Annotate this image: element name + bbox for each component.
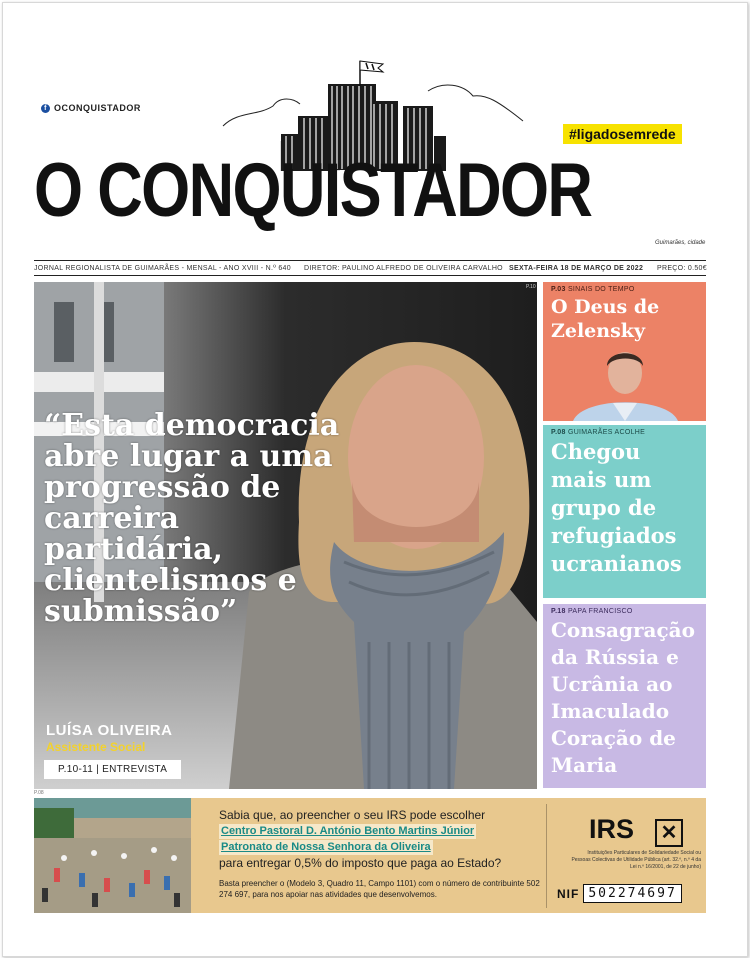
interviewee-role: Assistente Social [46, 740, 146, 754]
nif-number: 502274697 [583, 884, 681, 903]
interviewee-name: LUÍSA OLIVEIRA [46, 722, 173, 739]
director-info: DIRETOR: PAULINO ALFREDO DE OLIVEIRA CARVALHO [304, 264, 503, 272]
nif-field: NIF 502274697 [557, 884, 682, 903]
signature: Guimarães, cidade [655, 240, 706, 246]
cover-quote: “Esta democracia abre lugar a uma progressão de carreira partidária, clientelismos e submissão” [44, 408, 340, 629]
children-photo [34, 798, 191, 913]
price: PREÇO: 0.50€ [657, 264, 707, 272]
story-box-papa[interactable]: P.18 PAPA FRANCISCO Consagração da Rússia e Ucrânia ao Imaculado Coração de Maria [543, 604, 706, 788]
journal-info: JORNAL REGIONALISTA DE GUIMARÃES - MENSAL - ANO XVIII - N.º 640 [34, 264, 291, 272]
issue-date: SEXTA-FEIRA 18 DE MARÇO DE 2022 [509, 264, 644, 272]
irs-logo: IRS [589, 814, 635, 844]
story-headline: O Deus de Zelensky [551, 296, 660, 342]
story-box-zelensky[interactable]: P.03 SINAIS DO TEMPO O Deus de Zelensky [543, 282, 706, 421]
children-photo-illustration [34, 798, 191, 913]
irs-panel [191, 798, 706, 913]
checkbox-x-icon: ✕ [655, 819, 683, 847]
irs-legal-note: Instituições Particulares de Solidariedade Social ou Pessoas Colectivas de Utilidade Pública (art. 32.º, n.º 4 da Lei n.º 16/2001, de 22 de junho) [571, 850, 701, 870]
info-bar [34, 260, 706, 276]
irs-org1[interactable]: Centro Pastoral D. António Bento Martins Júnior [221, 825, 475, 837]
portrait-illustration [543, 341, 706, 421]
interview-page-ref[interactable]: P.10-11 | ENTREVISTA [44, 760, 181, 779]
hashtag-banner[interactable]: #ligadosemrede [563, 124, 682, 144]
irs-ad [34, 790, 706, 913]
irs-line1: Sabia que, ao preencher o seu IRS pode escolher [219, 808, 486, 822]
facebook-icon: f [41, 104, 50, 113]
irs-logo-panel [546, 804, 705, 908]
kids-photo-code: P.08 [34, 790, 44, 796]
photo-code: P.10 [526, 284, 536, 290]
irs-org2[interactable]: Patronato de Nossa Senhora da Oliveira [221, 841, 431, 853]
facebook-handle[interactable]: f OCONQUISTADOR [41, 103, 141, 113]
story-box-refugiados[interactable]: P.08 GUIMARÃES ACOLHE Chegou mais um grupo de refugiados ucranianos [543, 425, 706, 598]
irs-line4: para entregar 0,5% do imposto que paga ao Estado? [219, 856, 502, 870]
masthead-title: O CONQUISTADOR [34, 148, 592, 233]
story-headline: Chegou mais um grupo de refugiados ucranianos [551, 439, 682, 576]
irs-instructions: Basta preencher o (Modelo 3, Quadro 11, Campo 1101) com o número de contribuinte 502 274 697, para nos apoiar nas atividades que desenvolvemos. [219, 879, 540, 899]
story-headline: Consagração da Rússia e Ucrânia ao Imaculado Coração de Maria [551, 618, 695, 777]
